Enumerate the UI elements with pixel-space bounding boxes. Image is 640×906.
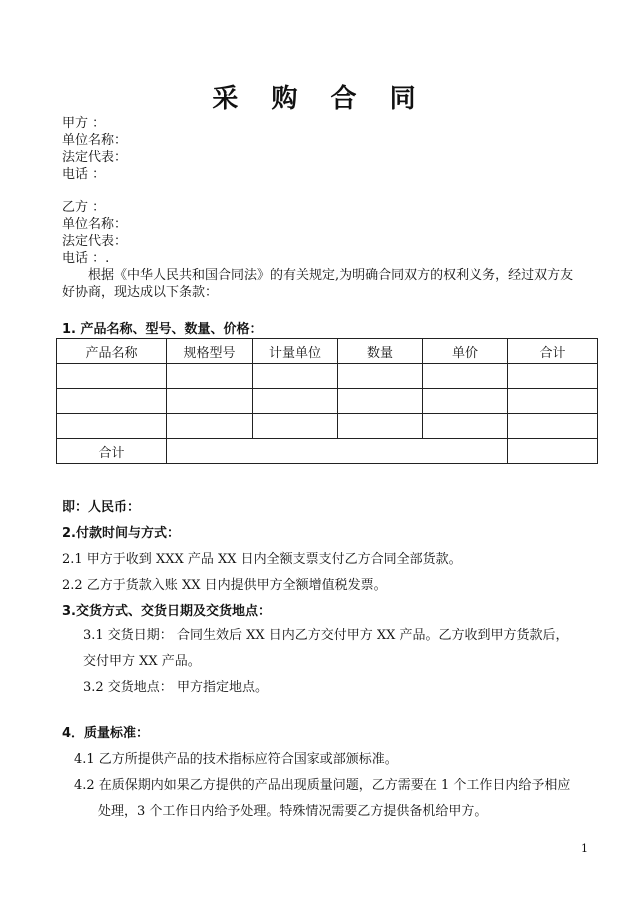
header-unit: 计量单位 — [253, 339, 338, 364]
section-3-item-1-line-1: 3.1 交货日期： 合同生效后 XX 日内乙方交付甲方 XX 产品。乙方收到甲方货款后， — [83, 628, 569, 643]
party-b-label: 乙方 ： — [62, 200, 106, 215]
party-b-legal-rep: 法定代表： — [62, 234, 128, 249]
section-4-item-2-line-2: 处理，3 个工作日内给予处理。特殊情况需要乙方提供备机给甲方。 — [98, 804, 488, 819]
total-label: 合计 — [57, 439, 167, 464]
section-4-heading: 4．质量标准： — [62, 726, 150, 741]
section-1-heading: 1. 产品名称、型号、数量、价格： — [62, 322, 263, 337]
preamble-line-2: 好协商，现达成以下条款： — [62, 285, 219, 300]
table-row — [57, 364, 598, 389]
header-spec-model: 规格型号 — [167, 339, 253, 364]
section-2-item-2: 2.2 乙方于货款入账 XX 日内提供甲方全额增值税发票。 — [62, 578, 387, 593]
table-header-row — [57, 339, 598, 364]
table-row — [57, 389, 598, 414]
currency-line: 即：人民币： — [62, 500, 141, 515]
page-number: 1 — [581, 842, 588, 855]
header-quantity: 数量 — [338, 339, 423, 364]
product-table — [56, 338, 598, 464]
header-product-name: 产品名称 — [57, 339, 167, 364]
party-b-unit-name: 单位名称： — [62, 217, 128, 232]
party-a-unit-name: 单位名称： — [62, 133, 128, 148]
party-a-label: 甲方 ： — [62, 116, 106, 131]
section-2-heading: 2.付款时间与方式： — [62, 526, 180, 541]
section-3-item-2: 3.2 交货地点： 甲方指定地点。 — [83, 680, 268, 695]
table-total-row — [57, 439, 598, 464]
section-3-item-1-line-2: 交付甲方 XX 产品。 — [83, 654, 201, 669]
section-3-heading: 3.交货方式、交货日期及交货地点： — [62, 604, 271, 619]
section-2-item-1: 2.1 甲方于收到 XXX 产品 XX 日内全额支票支付乙方合同全部货款。 — [62, 552, 462, 567]
party-a-legal-rep: 法定代表： — [62, 150, 128, 165]
preamble-line-1: 根据《中华人民共和国合同法》的有关规定,为明确合同双方的权利义务，经过双方友 — [88, 268, 574, 283]
table-row — [57, 414, 598, 439]
section-4-item-1: 4.1 乙方所提供产品的技术指标应符合国家或部颁标准。 — [74, 752, 398, 767]
party-b-phone: 电话 ：. — [62, 251, 110, 266]
header-unit-price: 单价 — [423, 339, 508, 364]
contract-title: 采 购 合 同 — [212, 84, 428, 114]
party-a-phone: 电话 ： — [62, 167, 106, 182]
section-4-item-2-line-1: 4.2 在质保期内如果乙方提供的产品出现质量问题，乙方需要在 1 个工作日内给予相应 — [74, 778, 571, 793]
header-subtotal: 合计 — [508, 339, 598, 364]
